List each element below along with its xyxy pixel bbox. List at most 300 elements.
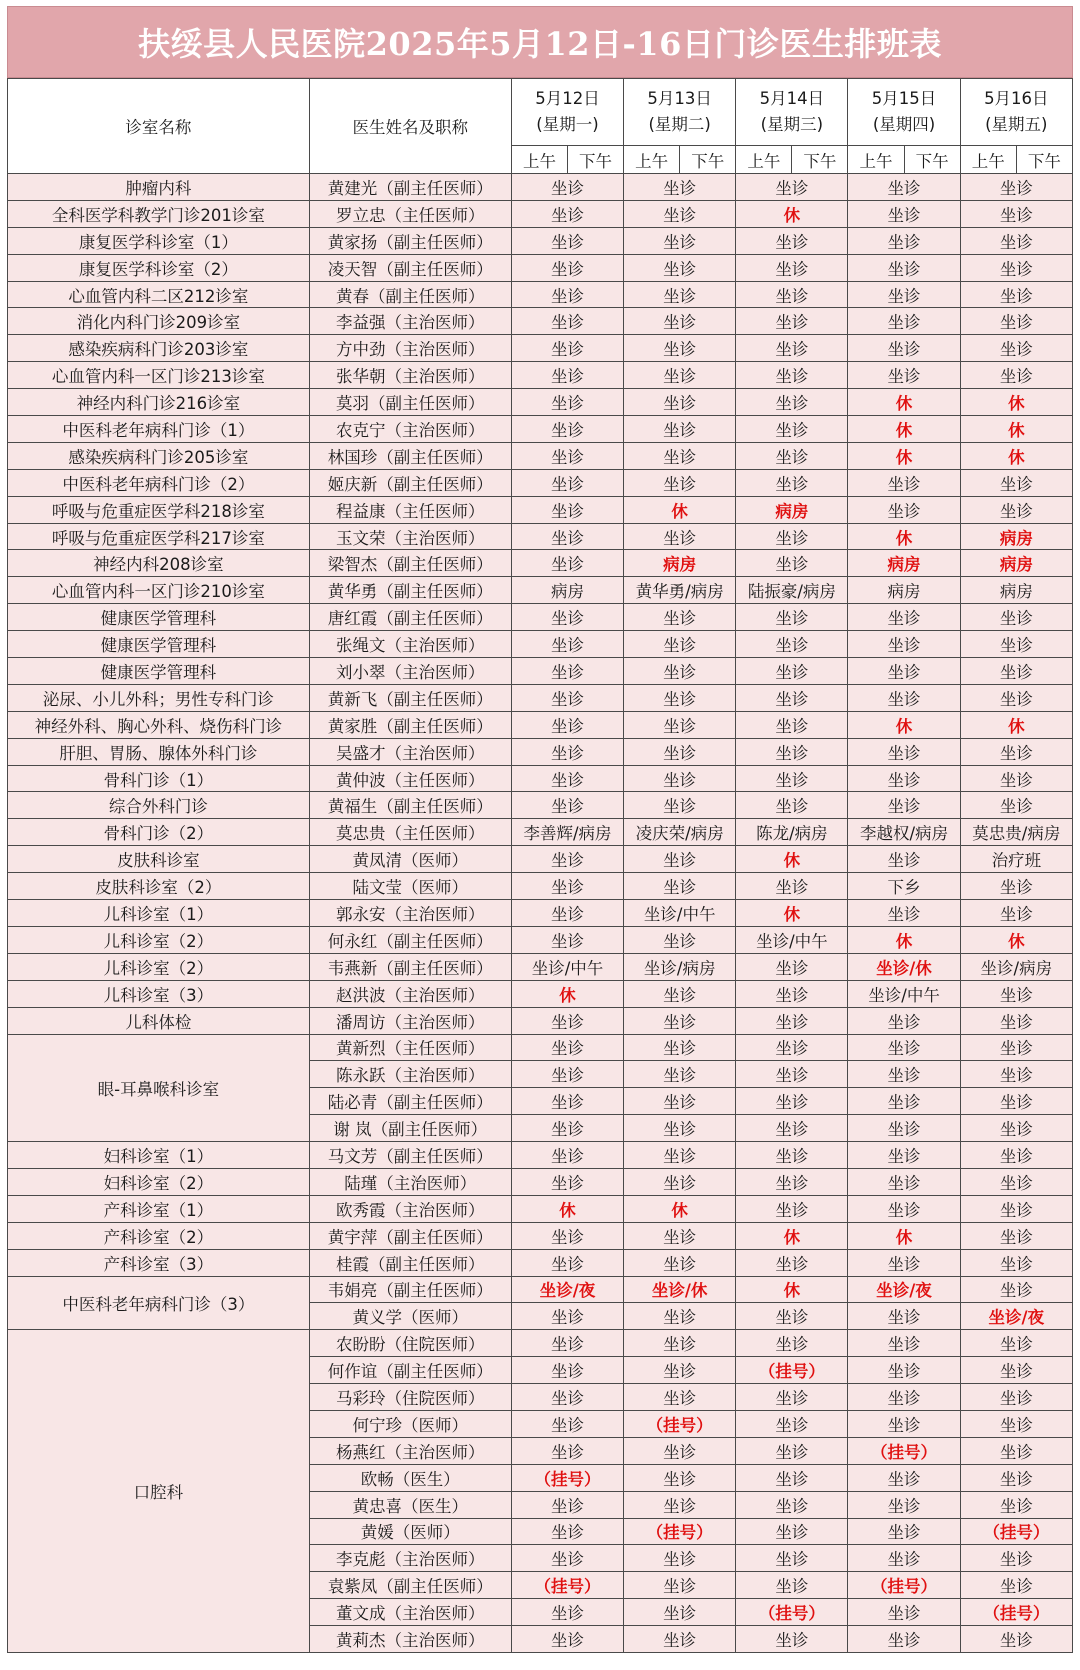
doctor-name-cell: 黄宇萍（副主任医师） (309, 1222, 511, 1249)
schedule-cell: 坐诊 (848, 1142, 960, 1169)
doctor-column-header: 医生姓名及职称 (309, 79, 511, 174)
table-row (8, 684, 1073, 711)
schedule-cell: 坐诊 (511, 631, 623, 658)
schedule-cell: 坐诊 (848, 308, 960, 335)
schedule-cell: 坐诊 (848, 792, 960, 819)
doctor-name-cell: 农克宁（主治医师） (309, 416, 511, 443)
schedule-cell: 坐诊 (736, 1034, 848, 1061)
table-row (8, 846, 1073, 873)
schedule-cell: 病房 (736, 496, 848, 523)
schedule-cell: 坐诊 (960, 1330, 1072, 1357)
schedule-cell: 坐诊 (624, 362, 736, 389)
room-name-cell: 神经内科208诊室 (8, 550, 310, 577)
table-row (8, 792, 1073, 819)
schedule-cell: 休 (960, 711, 1072, 738)
schedule-cell: 坐诊 (960, 1195, 1072, 1222)
schedule-cell: 坐诊 (624, 335, 736, 362)
schedule-cell: 坐诊 (511, 416, 623, 443)
day-date: 5月15日 (871, 89, 937, 108)
room-name-cell: 骨科门诊（1） (8, 765, 310, 792)
doctor-name-cell: 杨燕红（主治医师） (309, 1437, 511, 1464)
schedule-cell: 坐诊 (960, 174, 1072, 201)
room-name-cell: 中医科老年病科门诊（1） (8, 416, 310, 443)
schedule-cell: 坐诊 (624, 416, 736, 443)
schedule-table (7, 78, 1073, 1653)
room-name-cell: 儿科诊室（3） (8, 980, 310, 1007)
doctor-name-cell: 黄建光（副主任医师） (309, 174, 511, 201)
schedule-cell: 坐诊 (960, 1115, 1072, 1142)
schedule-cell: 坐诊 (848, 174, 960, 201)
schedule-cell: 坐诊 (511, 1034, 623, 1061)
schedule-cell: 坐诊 (848, 1626, 960, 1653)
schedule-cell: 坐诊 (511, 792, 623, 819)
schedule-cell: 休 (960, 442, 1072, 469)
room-name-cell: 泌尿、小儿外科；男性专科门诊 (8, 684, 310, 711)
day-weekday: (星期二) (648, 115, 711, 134)
day-date: 5月14日 (759, 89, 825, 108)
schedule-cell: 休 (960, 416, 1072, 443)
schedule-cell: 坐诊 (736, 442, 848, 469)
page-title: 扶绥县人民医院2025年5月12日-16日门诊医生排班表 (7, 6, 1073, 78)
schedule-cell: 病房 (848, 577, 960, 604)
schedule-cell: 坐诊 (624, 792, 736, 819)
doctor-name-cell: 黄新飞（副主任医师） (309, 684, 511, 711)
table-row (8, 1222, 1073, 1249)
schedule-cell: 坐诊 (511, 926, 623, 953)
schedule-cell: 坐诊/休 (848, 953, 960, 980)
table-row (8, 469, 1073, 496)
schedule-cell: 病房 (960, 577, 1072, 604)
pm-header: 下午 (680, 146, 736, 174)
schedule-cell: 坐诊 (960, 281, 1072, 308)
schedule-cell: （挂号） (848, 1572, 960, 1599)
schedule-cell: （挂号） (511, 1464, 623, 1491)
schedule-cell: 坐诊 (511, 1115, 623, 1142)
doctor-name-cell: 黄家扬（副主任医师） (309, 227, 511, 254)
schedule-cell: 坐诊 (848, 1464, 960, 1491)
schedule-cell: 坐诊 (624, 442, 736, 469)
doctor-name-cell: 欧畅（医生） (309, 1464, 511, 1491)
doctor-name-cell: 韦娟亮（副主任医师） (309, 1276, 511, 1303)
table-row (8, 227, 1073, 254)
doctor-name-cell: 姬庆新（副主任医师） (309, 469, 511, 496)
room-name-cell: 中医科老年病科门诊（3） (8, 1276, 310, 1330)
schedule-cell: 坐诊 (624, 254, 736, 281)
schedule-sheet (7, 6, 1073, 1653)
doctor-name-cell: 欧秀霞（主治医师） (309, 1195, 511, 1222)
schedule-cell: 休 (848, 1222, 960, 1249)
schedule-cell: 坐诊 (848, 1195, 960, 1222)
schedule-cell: 休 (848, 926, 960, 953)
schedule-cell: 坐诊 (624, 980, 736, 1007)
doctor-name-cell: 凌天智（副主任医师） (309, 254, 511, 281)
schedule-cell: 坐诊 (624, 1142, 736, 1169)
doctor-name-cell: 莫忠贵（主任医师） (309, 819, 511, 846)
schedule-cell: 坐诊 (736, 335, 848, 362)
schedule-cell: 陈龙/病房 (736, 819, 848, 846)
room-name-cell: 康复医学科诊室（2） (8, 254, 310, 281)
pm-header: 下午 (904, 146, 960, 174)
schedule-cell: 坐诊 (960, 335, 1072, 362)
schedule-cell: 坐诊 (511, 227, 623, 254)
schedule-cell: 坐诊 (624, 1115, 736, 1142)
doctor-name-cell: 何作谊（副主任医师） (309, 1357, 511, 1384)
table-row (8, 442, 1073, 469)
doctor-name-cell: 潘周访（主治医师） (309, 1007, 511, 1034)
room-name-cell: 全科医学科教学门诊201诊室 (8, 200, 310, 227)
schedule-cell: 坐诊 (736, 1061, 848, 1088)
schedule-cell: 坐诊 (848, 1115, 960, 1142)
schedule-cell: 坐诊 (511, 846, 623, 873)
doctor-name-cell: 农盼盼（住院医师） (309, 1330, 511, 1357)
schedule-cell: 坐诊 (624, 873, 736, 900)
schedule-cell: 坐诊 (736, 873, 848, 900)
doctor-name-cell: 黄华勇（副主任医师） (309, 577, 511, 604)
table-row (8, 604, 1073, 631)
schedule-cell: （挂号） (960, 1518, 1072, 1545)
room-name-cell: 神经外科、胸心外科、烧伤科门诊 (8, 711, 310, 738)
schedule-cell: （挂号） (511, 1572, 623, 1599)
schedule-cell: 坐诊 (624, 227, 736, 254)
room-name-cell: 眼-耳鼻喉科诊室 (8, 1034, 310, 1142)
table-row (8, 254, 1073, 281)
table-row (8, 953, 1073, 980)
schedule-cell: 休 (848, 523, 960, 550)
schedule-cell: 坐诊 (848, 469, 960, 496)
doctor-name-cell: 陈永跃（主治医师） (309, 1061, 511, 1088)
doctor-name-cell: 方中劲（主治医师） (309, 335, 511, 362)
schedule-cell: 坐诊 (511, 1007, 623, 1034)
schedule-cell: 坐诊 (848, 1249, 960, 1276)
doctor-name-cell: 陆文莹（医师） (309, 873, 511, 900)
schedule-cell: 坐诊 (736, 953, 848, 980)
schedule-cell: 坐诊 (736, 1518, 848, 1545)
table-row (8, 980, 1073, 1007)
schedule-cell: 坐诊 (511, 389, 623, 416)
am-header: 上午 (848, 146, 904, 174)
schedule-cell: 黄华勇/病房 (624, 577, 736, 604)
room-name-cell: 心血管内科一区门诊210诊室 (8, 577, 310, 604)
schedule-cell: 坐诊 (624, 1437, 736, 1464)
schedule-cell: 坐诊 (736, 469, 848, 496)
schedule-cell: 坐诊 (736, 1330, 848, 1357)
table-row (8, 900, 1073, 927)
am-header: 上午 (511, 146, 567, 174)
schedule-cell: 坐诊 (511, 1168, 623, 1195)
schedule-cell: 坐诊 (624, 1222, 736, 1249)
schedule-cell: （挂号） (736, 1357, 848, 1384)
schedule-cell: 坐诊 (736, 1464, 848, 1491)
schedule-cell: 坐诊 (960, 1545, 1072, 1572)
schedule-cell: 坐诊 (960, 684, 1072, 711)
day-date: 5月12日 (535, 89, 600, 108)
table-row (8, 1249, 1073, 1276)
schedule-cell: 坐诊 (511, 1437, 623, 1464)
schedule-cell: 坐诊 (960, 1007, 1072, 1034)
schedule-cell: 坐诊 (511, 281, 623, 308)
schedule-cell: 李越权/病房 (848, 819, 960, 846)
schedule-cell: 坐诊 (960, 227, 1072, 254)
schedule-cell: 坐诊 (511, 550, 623, 577)
table-row (8, 631, 1073, 658)
schedule-cell: 坐诊 (736, 1384, 848, 1411)
room-name-cell: 肿瘤内科 (8, 174, 310, 201)
schedule-cell: 坐诊 (960, 873, 1072, 900)
doctor-name-cell: 吴盛才（主治医师） (309, 738, 511, 765)
day-weekday: (星期四) (872, 115, 936, 134)
doctor-name-cell: 唐红霞（副主任医师） (309, 604, 511, 631)
schedule-cell: 坐诊 (624, 469, 736, 496)
table-row (8, 308, 1073, 335)
schedule-cell: 坐诊 (848, 1384, 960, 1411)
schedule-cell: 坐诊 (736, 1007, 848, 1034)
schedule-cell: 坐诊 (511, 873, 623, 900)
schedule-cell: 坐诊 (511, 1088, 623, 1115)
schedule-cell: 坐诊 (848, 1518, 960, 1545)
schedule-cell: 坐诊/中午 (736, 926, 848, 953)
schedule-cell: （挂号） (624, 1518, 736, 1545)
schedule-cell: 休 (736, 846, 848, 873)
room-name-cell: 口腔科 (8, 1330, 310, 1653)
schedule-cell: 坐诊 (511, 1491, 623, 1518)
schedule-cell: 坐诊 (624, 1384, 736, 1411)
table-row (8, 281, 1073, 308)
schedule-cell: 休 (960, 389, 1072, 416)
table-row (8, 926, 1073, 953)
table-row (8, 1276, 1073, 1303)
schedule-cell: 凌庆荣/病房 (624, 819, 736, 846)
schedule-cell: 坐诊 (624, 1599, 736, 1626)
schedule-cell: 坐诊 (624, 1061, 736, 1088)
schedule-cell: 坐诊 (736, 389, 848, 416)
schedule-cell: 坐诊 (511, 335, 623, 362)
room-name-cell: 呼吸与危重症医学科217诊室 (8, 523, 310, 550)
schedule-cell: 坐诊 (960, 1276, 1072, 1303)
schedule-cell: （挂号） (624, 1410, 736, 1437)
schedule-cell: 休 (511, 980, 623, 1007)
schedule-cell: 坐诊 (624, 1491, 736, 1518)
table-row (8, 1330, 1073, 1357)
day-weekday: (星期一) (536, 115, 599, 134)
schedule-cell: 坐诊 (736, 1088, 848, 1115)
schedule-cell: 坐诊 (736, 792, 848, 819)
schedule-cell: 坐诊 (960, 1034, 1072, 1061)
doctor-name-cell: 黄媛（医师） (309, 1518, 511, 1545)
schedule-cell: 坐诊 (624, 1034, 736, 1061)
schedule-cell: 坐诊 (511, 1142, 623, 1169)
schedule-cell: 坐诊 (624, 1572, 736, 1599)
table-row (8, 416, 1073, 443)
table-row (8, 1007, 1073, 1034)
room-name-cell: 妇科诊室（2） (8, 1168, 310, 1195)
schedule-cell: 坐诊 (624, 1007, 736, 1034)
doctor-name-cell: 刘小翠（主治医师） (309, 658, 511, 685)
schedule-cell: 坐诊 (624, 1249, 736, 1276)
room-name-cell: 儿科诊室（1） (8, 900, 310, 927)
schedule-cell: 坐诊 (624, 926, 736, 953)
schedule-cell: 坐诊 (848, 1545, 960, 1572)
schedule-cell: 休 (848, 442, 960, 469)
schedule-cell: 坐诊 (624, 308, 736, 335)
schedule-cell: 坐诊 (736, 658, 848, 685)
schedule-cell: 坐诊 (848, 362, 960, 389)
schedule-cell: 坐诊 (736, 1249, 848, 1276)
schedule-cell: 坐诊 (848, 227, 960, 254)
day-header (624, 79, 736, 146)
schedule-cell: 坐诊 (736, 281, 848, 308)
room-name-cell: 康复医学科诊室（1） (8, 227, 310, 254)
room-name-cell: 中医科老年病科门诊（2） (8, 469, 310, 496)
doctor-name-cell: 马文芳（副主任医师） (309, 1142, 511, 1169)
room-name-cell: 皮肤科诊室（2） (8, 873, 310, 900)
schedule-cell: 坐诊 (736, 1626, 848, 1653)
schedule-cell: 坐诊 (736, 1142, 848, 1169)
schedule-cell: 坐诊 (960, 469, 1072, 496)
table-row (8, 200, 1073, 227)
schedule-cell: 坐诊 (960, 1572, 1072, 1599)
schedule-cell: 坐诊 (511, 1518, 623, 1545)
doctor-name-cell: 莫羽（副主任医师） (309, 389, 511, 416)
schedule-cell: 坐诊 (848, 200, 960, 227)
schedule-cell: 坐诊 (960, 765, 1072, 792)
table-row (8, 577, 1073, 604)
schedule-cell: 坐诊 (511, 523, 623, 550)
room-name-cell: 感染疾病科门诊205诊室 (8, 442, 310, 469)
table-row (8, 711, 1073, 738)
schedule-cell: 坐诊 (848, 1007, 960, 1034)
room-name-cell: 妇科诊室（1） (8, 1142, 310, 1169)
schedule-cell: 休 (848, 416, 960, 443)
schedule-cell: 坐诊 (624, 174, 736, 201)
schedule-cell: 坐诊 (960, 980, 1072, 1007)
doctor-name-cell: 黄义学（医师） (309, 1303, 511, 1330)
schedule-cell: 坐诊 (960, 1088, 1072, 1115)
table-row (8, 362, 1073, 389)
room-name-cell: 产科诊室（2） (8, 1222, 310, 1249)
schedule-body (8, 174, 1073, 1653)
schedule-cell: 坐诊 (736, 684, 848, 711)
schedule-cell: 坐诊 (624, 711, 736, 738)
room-name-cell: 肝胆、胃肠、腺体外科门诊 (8, 738, 310, 765)
am-header: 上午 (624, 146, 680, 174)
schedule-cell: 坐诊 (736, 604, 848, 631)
schedule-cell: 坐诊 (960, 1410, 1072, 1437)
schedule-cell: （挂号） (736, 1599, 848, 1626)
schedule-cell: 坐诊 (848, 631, 960, 658)
schedule-cell: 休 (624, 1195, 736, 1222)
schedule-cell: 坐诊 (736, 308, 848, 335)
schedule-cell: 坐诊 (624, 1545, 736, 1572)
schedule-cell: 坐诊 (511, 1330, 623, 1357)
schedule-cell: 坐诊 (736, 1303, 848, 1330)
doctor-name-cell: 黄凤清（医师） (309, 846, 511, 873)
doctor-name-cell: 谢 岚（副主任医师） (309, 1115, 511, 1142)
doctor-name-cell: 黄福生（副主任医师） (309, 792, 511, 819)
doctor-name-cell: 何宁珍（医师） (309, 1410, 511, 1437)
schedule-cell: 陆振豪/病房 (736, 577, 848, 604)
schedule-cell: 坐诊 (511, 1410, 623, 1437)
schedule-cell: 坐诊 (960, 1384, 1072, 1411)
day-header (736, 79, 848, 146)
schedule-cell: 坐诊 (736, 523, 848, 550)
schedule-cell: 坐诊 (960, 631, 1072, 658)
schedule-cell: 坐诊 (960, 1249, 1072, 1276)
schedule-cell: 坐诊 (624, 1464, 736, 1491)
schedule-cell: 坐诊 (511, 254, 623, 281)
room-column-header: 诊室名称 (8, 79, 310, 174)
day-weekday: (星期五) (985, 115, 1048, 134)
schedule-cell: 坐诊 (848, 738, 960, 765)
schedule-cell: 坐诊 (960, 308, 1072, 335)
schedule-cell: 坐诊 (511, 711, 623, 738)
schedule-cell: 坐诊 (960, 900, 1072, 927)
schedule-cell: 坐诊 (624, 1626, 736, 1653)
schedule-cell: 坐诊 (624, 1357, 736, 1384)
room-name-cell: 综合外科门诊 (8, 792, 310, 819)
table-row (8, 1168, 1073, 1195)
schedule-cell: 坐诊 (511, 1626, 623, 1653)
doctor-name-cell: 黄春（副主任医师） (309, 281, 511, 308)
schedule-cell: 休 (624, 496, 736, 523)
schedule-cell: 坐诊 (848, 765, 960, 792)
room-name-cell: 儿科体检 (8, 1007, 310, 1034)
schedule-cell: 坐诊 (736, 738, 848, 765)
schedule-cell: 坐诊 (960, 200, 1072, 227)
schedule-cell: 坐诊 (624, 200, 736, 227)
room-name-cell: 心血管内科二区212诊室 (8, 281, 310, 308)
doctor-name-cell: 马彩玲（住院医师） (309, 1384, 511, 1411)
doctor-name-cell: 陆必青（副主任医师） (309, 1088, 511, 1115)
schedule-cell: 坐诊/中午 (848, 980, 960, 1007)
schedule-cell: 坐诊 (511, 738, 623, 765)
schedule-cell: 病房 (960, 523, 1072, 550)
schedule-cell: 坐诊 (848, 604, 960, 631)
schedule-cell: 坐诊/夜 (960, 1303, 1072, 1330)
schedule-cell: 坐诊 (848, 1491, 960, 1518)
schedule-cell: 坐诊 (624, 523, 736, 550)
schedule-cell: 坐诊 (624, 389, 736, 416)
schedule-cell: 坐诊 (848, 1357, 960, 1384)
table-row (8, 738, 1073, 765)
pm-header: 下午 (567, 146, 623, 174)
room-name-cell: 健康医学管理科 (8, 631, 310, 658)
doctor-name-cell: 赵洪波（主治医师） (309, 980, 511, 1007)
room-name-cell: 产科诊室（1） (8, 1195, 310, 1222)
schedule-cell: 坐诊 (736, 1491, 848, 1518)
schedule-cell: 坐诊 (624, 604, 736, 631)
schedule-cell: 坐诊 (960, 792, 1072, 819)
schedule-cell: 坐诊 (736, 1115, 848, 1142)
schedule-cell: 坐诊 (848, 900, 960, 927)
doctor-name-cell: 张绳文（主治医师） (309, 631, 511, 658)
schedule-cell: 坐诊 (960, 1626, 1072, 1653)
schedule-cell: 坐诊 (960, 1437, 1072, 1464)
schedule-cell: 坐诊 (848, 1034, 960, 1061)
table-row (8, 335, 1073, 362)
doctor-name-cell: 董文成（主治医师） (309, 1599, 511, 1626)
doctor-name-cell: 黄仲波（主任医师） (309, 765, 511, 792)
schedule-cell: 坐诊 (848, 1330, 960, 1357)
schedule-cell: 坐诊 (960, 1464, 1072, 1491)
doctor-name-cell: 林国珍（副主任医师） (309, 442, 511, 469)
schedule-cell: 休 (848, 389, 960, 416)
schedule-cell: 坐诊 (511, 1357, 623, 1384)
table-row (8, 658, 1073, 685)
room-name-cell: 呼吸与危重症医学科218诊室 (8, 496, 310, 523)
day-header (960, 79, 1072, 146)
schedule-cell: 坐诊 (511, 1303, 623, 1330)
schedule-cell: 坐诊 (511, 442, 623, 469)
